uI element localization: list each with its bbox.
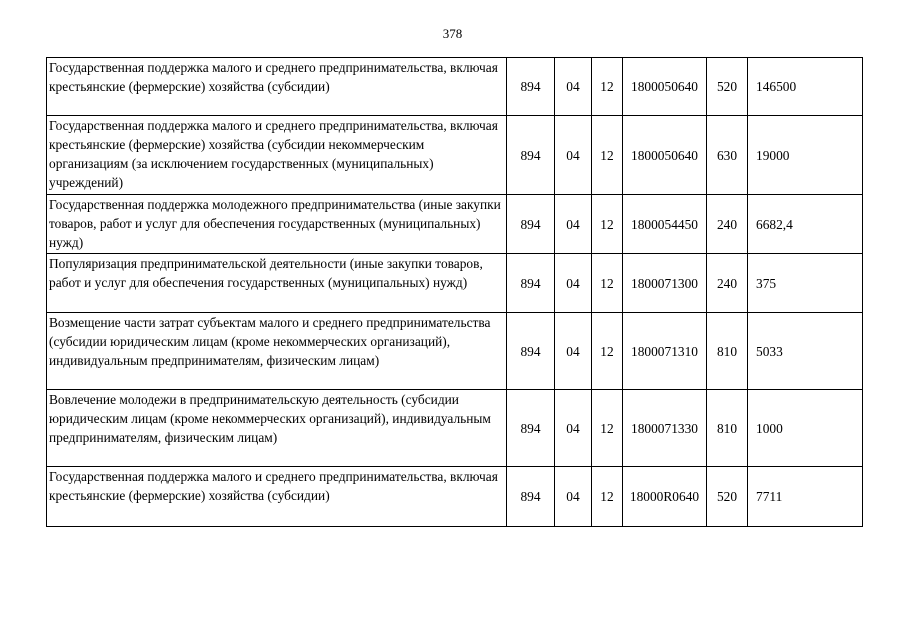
table-row <box>47 313 863 390</box>
ministry-code: 894 <box>507 313 555 390</box>
expense-type-code: 810 <box>707 390 748 467</box>
expense-type-code: 240 <box>707 195 748 254</box>
row-name: Популяризация предпринимательской деятельности (иные закупки товаров, работ и услуг для обеспечения государственных (муниципальных) нужд) <box>47 254 507 313</box>
row-name: Государственная поддержка малого и среднего предпринимательства, включая крестьянские (фермерские) хозяйства (субсидии) <box>47 58 507 116</box>
target-article-code: 1800071330 <box>623 390 707 467</box>
subsection-code: 12 <box>592 58 623 116</box>
page-number: 378 <box>442 26 463 41</box>
expense-type-code: 240 <box>707 254 748 313</box>
subsection-code: 12 <box>592 390 623 467</box>
amount-value: 6682,4 <box>748 195 863 254</box>
ministry-code: 894 <box>507 390 555 467</box>
subsection-code: 12 <box>592 467 623 527</box>
ministry-code: 894 <box>507 58 555 116</box>
subsection-code: 12 <box>592 195 623 254</box>
amount-value: 7711 <box>748 467 863 527</box>
table-row <box>47 390 863 467</box>
expense-type-code: 520 <box>707 58 748 116</box>
table-row <box>47 254 863 313</box>
amount-value: 1000 <box>748 390 863 467</box>
target-article-code: 1800050640 <box>623 58 707 116</box>
subsection-code: 12 <box>592 116 623 195</box>
row-name: Государственная поддержка малого и среднего предпринимательства, включая крестьянские (фермерские) хозяйства (субсидии некоммерческим организациям (за исключением государственных (муниципальных) учреждений) <box>47 116 507 195</box>
target-article-code: 1800054450 <box>623 195 707 254</box>
expense-type-code: 630 <box>707 116 748 195</box>
section-code: 04 <box>555 195 592 254</box>
table-row <box>47 116 863 195</box>
target-article-code: 1800071310 <box>623 313 707 390</box>
ministry-code: 894 <box>507 195 555 254</box>
section-code: 04 <box>555 58 592 116</box>
subsection-code: 12 <box>592 254 623 313</box>
row-name: Возмещение части затрат субъектам малого и среднего предпринимательства (субсидии юридическим лицам (кроме некоммерческих организаций), индивидуальным предпринимателям, физическим лицам) <box>47 313 507 390</box>
section-code: 04 <box>555 313 592 390</box>
section-code: 04 <box>555 254 592 313</box>
target-article-code: 1800071300 <box>623 254 707 313</box>
amount-value: 146500 <box>748 58 863 116</box>
row-name: Государственная поддержка молодежного предпринимательства (иные закупки товаров, работ и услуг для обеспечения государственных (муниципальных) нужд) <box>47 195 507 254</box>
expense-type-code: 810 <box>707 313 748 390</box>
amount-value: 375 <box>748 254 863 313</box>
amount-value: 5033 <box>748 313 863 390</box>
amount-value: 19000 <box>748 116 863 195</box>
table-row <box>47 195 863 254</box>
expense-type-code: 520 <box>707 467 748 527</box>
section-code: 04 <box>555 390 592 467</box>
row-name: Государственная поддержка малого и среднего предпринимательства, включая крестьянские (фермерские) хозяйства (субсидии) <box>47 467 507 527</box>
section-code: 04 <box>555 467 592 527</box>
budget-table <box>46 57 863 527</box>
target-article-code: 18000R0640 <box>623 467 707 527</box>
ministry-code: 894 <box>507 254 555 313</box>
ministry-code: 894 <box>507 116 555 195</box>
ministry-code: 894 <box>507 467 555 527</box>
row-name: Вовлечение молодежи в предпринимательскую деятельность (субсидии юридическим лицам (кроме некоммерческих организаций), индивидуальным предпринимателям, физическим лицам) <box>47 390 507 467</box>
section-code: 04 <box>555 116 592 195</box>
target-article-code: 1800050640 <box>623 116 707 195</box>
subsection-code: 12 <box>592 313 623 390</box>
table-row <box>47 58 863 116</box>
table-row <box>47 467 863 527</box>
